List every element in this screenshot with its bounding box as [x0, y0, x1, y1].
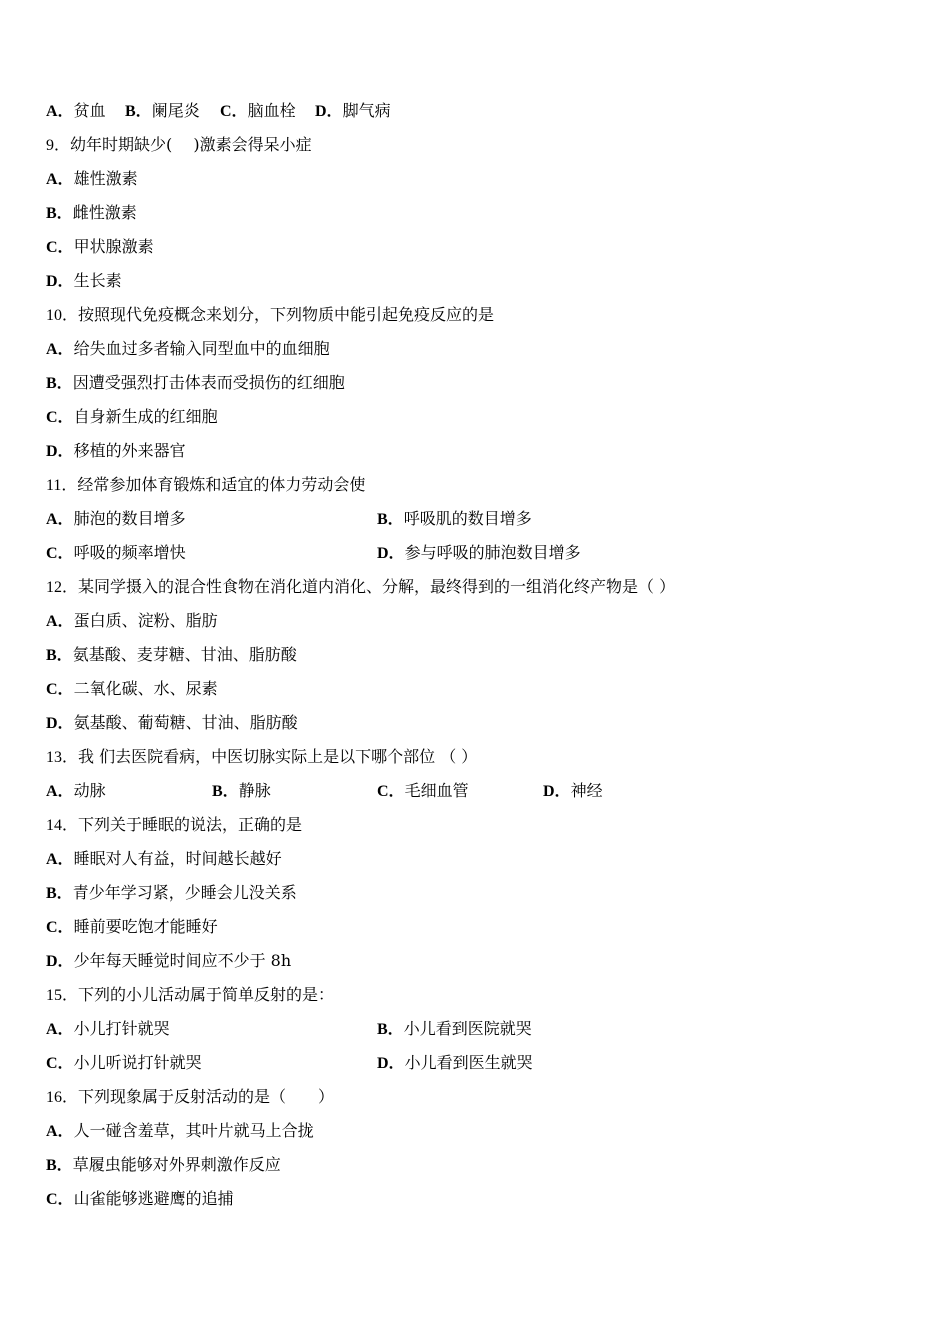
q12-stem: 12．某同学摄入的混合性食物在消化道内消化、分解，最终得到的一组消化终产物是（ ） — [46, 577, 676, 596]
q9-option-a: A．雄性激素 — [46, 169, 138, 188]
q13-stem: 13．我 们去医院看病，中医切脉实际上是以下哪个部位 （ ） — [46, 747, 478, 766]
q15-option-c: C．小儿听说打针就哭 — [46, 1053, 202, 1072]
q8-option-a: A．贫血 — [46, 101, 106, 120]
q12-option-d: D．氨基酸、葡萄糖、甘油、脂肪酸 — [46, 713, 298, 732]
q9-option-c: C．甲状腺激素 — [46, 237, 154, 256]
q16-option-b: B．草履虫能够对外界刺激作反应 — [46, 1155, 281, 1174]
q16-stem: 16．下列现象属于反射活动的是（ ） — [46, 1087, 335, 1106]
q10-option-c: C．自身新生成的红细胞 — [46, 407, 218, 426]
q11-stem: 11．经常参加体育锻炼和适宜的体力劳动会使 — [46, 475, 366, 494]
q14-option-c: C．睡前要吃饱才能睡好 — [46, 917, 218, 936]
q9-stem: 9．幼年时期缺少( )激素会得呆小症 — [46, 135, 312, 154]
q8-option-b: B．阑尾炎 — [125, 101, 200, 120]
q8-option-d: D．脚气病 — [315, 101, 391, 120]
q14-stem: 14．下列关于睡眠的说法，正确的是 — [46, 815, 303, 834]
q12-option-b: B．氨基酸、麦芽糖、甘油、脂肪酸 — [46, 645, 297, 664]
q15-option-a: A．小儿打针就哭 — [46, 1019, 170, 1038]
q9-option-d: D．生长素 — [46, 271, 122, 290]
q13-options-row — [46, 780, 906, 802]
q16-option-a: A．人一碰含羞草，其叶片就马上合拢 — [46, 1121, 314, 1140]
q11-options-row-2 — [46, 542, 906, 564]
q8-option-c: C．脑血栓 — [220, 101, 296, 120]
q15-option-d: D．小儿看到医生就哭 — [377, 1053, 533, 1072]
q12-option-c: C．二氧化碳、水、尿素 — [46, 679, 218, 698]
q11-option-d: D．参与呼吸的肺泡数目增多 — [377, 543, 581, 562]
q14-option-d: D．少年每天睡觉时间应不少于 8h — [46, 951, 292, 970]
q10-option-b: B．因遭受强烈打击体表而受损伤的红细胞 — [46, 373, 345, 392]
q13-option-d: D．神经 — [543, 781, 603, 800]
q13-option-b: B．静脉 — [212, 781, 271, 800]
q15-stem: 15．下列的小儿活动属于简单反射的是： — [46, 985, 335, 1004]
q16-option-c: C．山雀能够逃避鹰的追捕 — [46, 1189, 234, 1208]
q15-option-b: B．小儿看到医院就哭 — [377, 1019, 532, 1038]
q11-option-a: A．肺泡的数目增多 — [46, 509, 186, 528]
q13-option-c: C．毛细血管 — [377, 781, 469, 800]
q15-options-row-1 — [46, 1018, 906, 1040]
q12-option-a: A．蛋白质、淀粉、脂肪 — [46, 611, 218, 630]
q9-option-b: B．雌性激素 — [46, 203, 137, 222]
q10-option-d: D．移植的外来器官 — [46, 441, 186, 460]
q10-stem: 10．按照现代免疫概念来划分，下列物质中能引起免疫反应的是 — [46, 305, 495, 324]
q15-options-row-2 — [46, 1052, 906, 1074]
q14-option-b: B．青少年学习紧，少睡会儿没关系 — [46, 883, 297, 902]
q11-option-b: B．呼吸肌的数目增多 — [377, 509, 532, 528]
q13-option-a: A．动脉 — [46, 781, 106, 800]
q11-options-row-1 — [46, 508, 906, 530]
q14-option-a: A．睡眠对人有益，时间越长越好 — [46, 849, 282, 868]
q10-option-a: A．给失血过多者输入同型血中的血细胞 — [46, 339, 330, 358]
q11-option-c: C．呼吸的频率增快 — [46, 543, 186, 562]
